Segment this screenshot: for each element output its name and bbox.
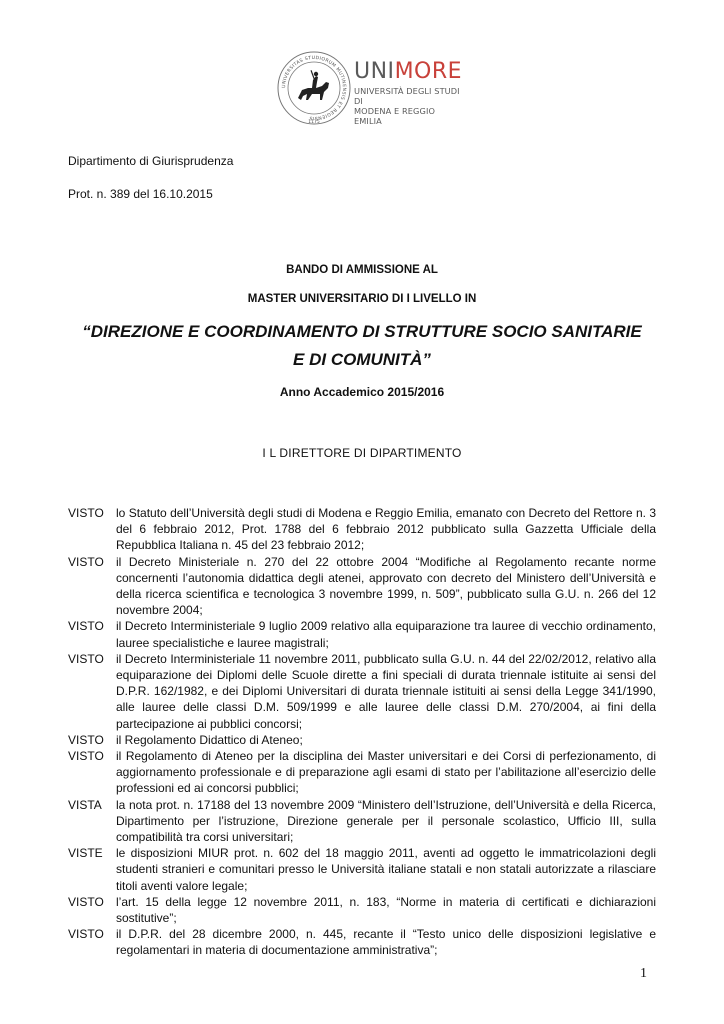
university-seal-icon xyxy=(276,50,352,126)
clause-keyword: VISTO xyxy=(68,619,104,634)
clause-text: l’art. 15 della legge 12 novembre 2011, n. 183, “Norme in materia di certificati e dichiarazioni sostitutive”; xyxy=(116,894,656,926)
clause-item xyxy=(68,618,656,650)
clause-text: il Regolamento Didattico di Ateneo; xyxy=(116,732,303,747)
bando-heading-line1: BANDO DI AMMISSIONE AL xyxy=(286,264,438,276)
department-name: Dipartimento di Giurisprudenza xyxy=(68,154,234,168)
master-title-line1: “DIREZIONE E COORDINAMENTO DI STRUTTURE SOCIO SANITARIE xyxy=(82,322,642,341)
clause-item xyxy=(68,926,656,958)
seal-year: 1175 xyxy=(308,120,320,125)
clause-keyword: VISTO xyxy=(68,506,104,520)
clause-text: il Decreto Interministeriale 9 luglio 2009 relativo alla equiparazione tra lauree di vecchio ordinamento, lauree specialistiche e lauree magistrali; xyxy=(116,619,656,650)
academic-year: Anno Accademico 2015/2016 xyxy=(279,385,445,399)
clause-keyword: VISTO xyxy=(68,749,104,764)
clause-text: il D.P.R. del 28 dicembre 2000, n. 445, recante il “Testo unico delle disposizioni legislative e regolamentari in materia di documentazione amministrativa”; xyxy=(116,927,656,958)
clauses-list xyxy=(68,505,656,959)
protocol-number: Prot. n. 389 del 16.10.2015 xyxy=(68,187,213,201)
clause-item xyxy=(68,797,656,846)
clause-item xyxy=(68,554,656,619)
clause-text: la nota prot. n. 17188 del 13 novembre 2009 “Ministero dell’Istruzione, dell’Università e della Ricerca, Dipartimento per l’istruzione, Direzione generale per il personale scolastico, Ufficio III, sulla compatibilità tra corsi universitari; xyxy=(116,797,656,845)
logo-name-more: MORE xyxy=(394,59,463,84)
clause-keyword: VISTE xyxy=(68,846,103,861)
logo-subtitle-line2: MODENA E REGGIO EMILIA xyxy=(354,106,436,126)
clause-item xyxy=(68,845,656,894)
clause-text: il Decreto Interministeriale 11 novembre 2011, pubblicato sulla G.U. n. 44 del 22/02/2012, relativo alla equiparazione dei Diplomi delle Scuole dirette a fini speciali di durata triennale istituite ai sensi del D.P.R. 162/1982, e dei Diplomi Universitari di durata triennale istituiti ai sensi della Legge 341/1990, alle lauree delle classi D.M. 509/1999 e alle lauree delle classi D.M. 270/2004, ai fini della partecipazione ai pubblici concorsi; xyxy=(116,651,656,731)
clause-keyword: VISTO xyxy=(68,894,104,909)
director-heading: I L DIRETTORE DI DIPARTIMENTO xyxy=(262,446,462,460)
university-logo xyxy=(276,50,463,126)
logo-subtitle-line1: UNIVERSITÀ DEGLI STUDI DI xyxy=(354,86,460,106)
clause-keyword: VISTO xyxy=(68,651,104,666)
clause-text: lo Statuto dell’Università degli studi di Modena e Reggio Emilia, emanato con Decreto del Rettore n. 3 del 6 febbraio 2012, Prot. 1788 del 6 febbraio 2012 pubblicato sulla Gazzetta Ufficiale della Repubblica Italiana n. 45 del 23 febbraio 2012; xyxy=(116,506,656,553)
seal-text: UNIVERSITAS STUDIORUM MUTINENSIS ET REGIENSIS xyxy=(281,55,347,121)
clause-text: il Regolamento di Ateneo per la disciplina dei Master universitari e dei Corsi di perfezionamento, di aggiornamento professionale e di preparazione agli esami di stato per l’abilitazione all’esercizio delle professioni ed ai concorsi pubblici; xyxy=(116,749,656,796)
clause-item xyxy=(68,894,656,926)
master-title-line2: E DI COMUNITÀ” xyxy=(293,350,431,369)
logo-name xyxy=(354,60,462,84)
clause-text: il Decreto Ministeriale n. 270 del 22 ottobre 2004 “Modifiche al Regolamento recante norme concernenti l’autonomia didattica degli atenei, approvato con decreto del Ministero dell’Università e della ricerca scientifica e tecnologica 3 novembre 1999, n. 509”, pubblicato sulla G.U. n. 266 del 12 novembre 2004; xyxy=(116,554,656,618)
clause-item xyxy=(68,505,656,554)
logo-name-uni: UNI xyxy=(354,59,395,84)
clause-item xyxy=(68,732,656,748)
logo-wordmark xyxy=(354,60,462,126)
bando-heading-line2: MASTER UNIVERSITARIO DI I LIVELLO IN xyxy=(247,293,477,305)
clause-keyword: VISTO xyxy=(68,927,104,942)
clause-keyword: VISTA xyxy=(68,797,102,812)
clause-keyword: VISTO xyxy=(68,554,104,569)
page-number: 1 xyxy=(640,966,647,981)
clause-item xyxy=(68,748,656,797)
clause-item xyxy=(68,651,656,732)
clause-keyword: VISTO xyxy=(68,732,104,747)
clause-text: le disposizioni MIUR prot. n. 602 del 18 maggio 2011, aventi ad oggetto le immatricolazioni degli studenti stranieri e comunitari presso le Università italiane statali e non statali autorizzate a rilasciare titoli aventi valore legale; xyxy=(116,846,656,893)
